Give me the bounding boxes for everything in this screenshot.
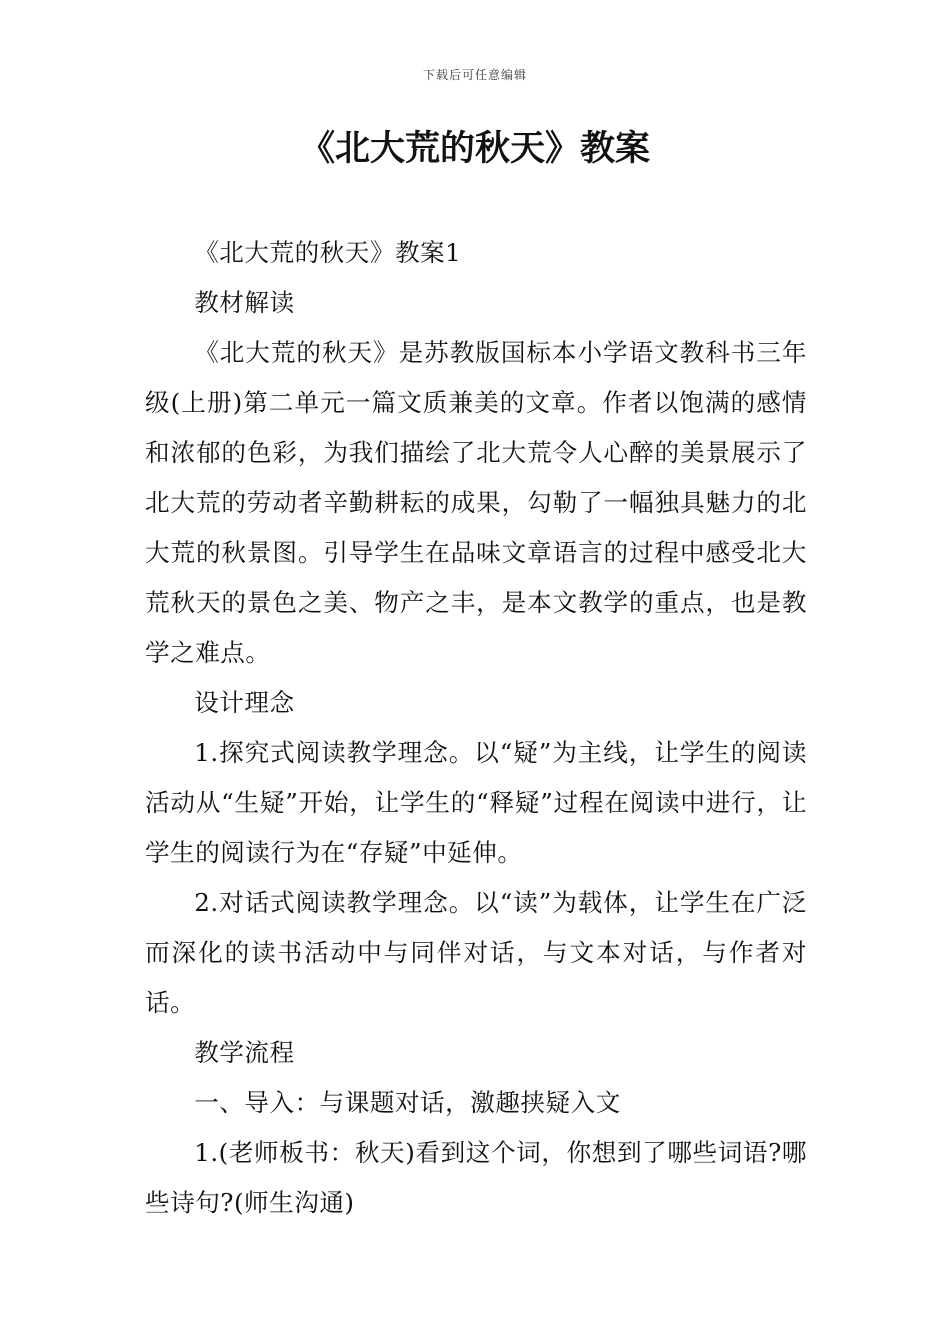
paragraph-textbook-analysis: 《北大荒的秋天》是苏教版国标本小学语文教科书三年级(上册)第二单元一篇文质兼美的文章。作者以饱满的感情和浓郁的色彩，为我们描绘了北大荒令人心醉的美景展示了北大荒的劳动者辛勤耕耘的成果，勾勒了一幅独具魅力的北大荒的秋景图。引导学生在品味文章语言的过程中感受北大荒秋天的景色之美、物产之丰，是本文教学的重点，也是教学之难点。 — [145, 338, 807, 667]
paragraph-concept-2: 2.对话式阅读教学理念。以“读”为载体，让学生在广泛而深化的读书活动中与同伴对话，与文本对话，与作者对话。 — [145, 888, 807, 1017]
document-body — [145, 228, 807, 1228]
paragraph-step-1: 一、导入：与课题对话，激趣挟疑入文 — [194, 1088, 621, 1117]
header-note: 下载后可任意编辑 — [422, 68, 527, 82]
section-heading-teaching-process: 教学流程 — [194, 1038, 295, 1067]
section-heading-textbook-analysis: 教材解读 — [194, 288, 295, 317]
paragraph-concept-1: 1.探究式阅读教学理念。以“疑”为主线，让学生的阅读活动从“生疑”开始，让学生的“释疑”过程在阅读中进行，让学生的阅读行为在“存疑”中延伸。 — [145, 738, 807, 867]
section-heading-lesson-plan: 《北大荒的秋天》教案1 — [194, 238, 462, 267]
section-heading-design-concept: 设计理念 — [194, 688, 295, 717]
paragraph-step-1-item-1: 1.(老师板书：秋天)看到这个词，你想到了哪些词语?哪些诗句?(师生沟通) — [145, 1138, 807, 1217]
document-title: 《北大荒的秋天》教案 — [299, 129, 650, 169]
